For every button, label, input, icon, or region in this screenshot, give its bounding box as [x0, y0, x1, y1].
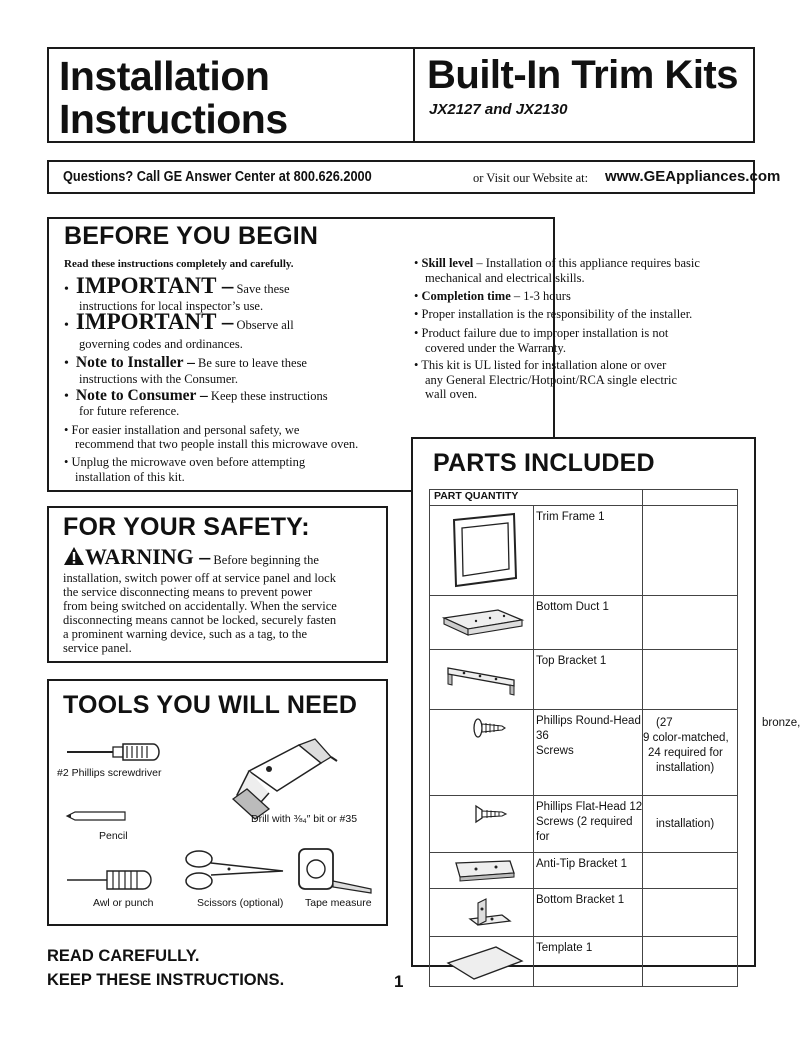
warning-line	[63, 546, 319, 568]
document-title	[59, 55, 288, 141]
title-line-2: Instructions	[59, 96, 288, 142]
safety-title: FOR YOUR SAFETY:	[63, 513, 310, 541]
tape-measure-label: Tape measure	[305, 897, 372, 909]
awl-icon	[65, 869, 161, 891]
screw-note-2: bronze,	[762, 717, 801, 729]
skill-level: • Skill level – Installation of this appliance requires basic	[414, 256, 700, 270]
part-name: Bottom Bracket 1	[534, 889, 643, 937]
note-installer-head: Note to Installer –	[75, 354, 195, 371]
part-name: Anti-Tip Bracket 1	[534, 853, 643, 889]
parts-header: PART QUANTITY	[430, 490, 643, 506]
title-block	[47, 47, 755, 143]
screw-note-5: installation)	[656, 762, 715, 774]
drill-label: Drill with ⅜₄″ bit or #35	[251, 813, 358, 825]
note-consumer-line2: for future reference.	[79, 404, 180, 418]
parts-header-row	[430, 490, 738, 506]
unplug-line-1: Unplug the microwave oven before attempting	[71, 455, 306, 469]
failure-line-1: Product failure due to improper installation is not	[421, 326, 669, 340]
proper-install: • Proper installation is the responsibility of the installer.	[414, 307, 693, 321]
tools-title: TOOLS YOU WILL NEED	[63, 691, 358, 719]
part-image-cell	[430, 710, 534, 796]
part-name: Top Bracket 1	[534, 650, 643, 710]
pencil-label: Pencil	[99, 830, 128, 842]
part-image-cell	[430, 853, 534, 889]
table-row	[430, 650, 738, 710]
skill-line2: mechanical and electrical skills.	[425, 271, 585, 285]
warning-line-7: service panel.	[63, 641, 132, 655]
screwdriver-icon	[65, 739, 165, 763]
scissors-icon	[183, 849, 287, 893]
note-consumer: • Note to Consumer – Keep these instructions	[64, 387, 328, 404]
warning-line-2: installation, switch power off at service panel and lock	[63, 571, 336, 585]
warning-line-5: disconnecting means cannot be locked, securely fasten	[63, 613, 337, 627]
tools-box	[47, 679, 388, 926]
part-image-cell	[430, 937, 534, 987]
ul-line-3: wall oven.	[425, 387, 478, 401]
skill-tail: – Installation of this appliance requires basic	[476, 256, 700, 270]
website-link[interactable]: www.GEAppliances.com	[605, 168, 781, 185]
note-installer-tail: Be sure to leave these	[198, 356, 307, 370]
note-consumer-head: Note to Consumer –	[75, 387, 208, 404]
warning-line-6: a prominent warning device, such as a tag, to the	[63, 627, 308, 641]
part-name	[534, 796, 643, 853]
product-title: Built-In Trim Kits	[427, 53, 738, 97]
title-line-1: Installation	[59, 53, 270, 99]
ul-listed: • This kit is UL listed for installation alone or over	[414, 358, 667, 372]
important-1-tail: Save these	[236, 282, 290, 296]
footer-keep-instructions: KEEP THESE INSTRUCTIONS.	[47, 971, 285, 989]
footer-read-carefully: READ CAREFULLY.	[47, 947, 200, 965]
part-name-line1: Phillips Flat-Head 12	[536, 801, 643, 813]
warning-head: WARNING –	[85, 544, 211, 569]
product-failure: • Product failure due to improper installation is not	[414, 326, 669, 340]
skill-head: Skill level	[421, 256, 474, 270]
tape-measure-icon	[295, 847, 375, 895]
model-numbers: JX2127 and JX2130	[429, 101, 568, 118]
template-icon	[430, 937, 533, 983]
part-blank	[643, 937, 738, 987]
table-row	[430, 853, 738, 889]
part-name-line2: Screws (2 required for	[536, 816, 633, 843]
ul-line-2: any General Electric/Hotpoint/RCA single electric	[425, 373, 678, 387]
part-name-line1: Phillips Round-Head 36	[536, 715, 641, 742]
part-image-cell	[430, 596, 534, 650]
completion-head: Completion time	[421, 289, 511, 303]
flat-screw-note: installation)	[656, 818, 715, 830]
important-1-head: IMPORTANT –	[75, 273, 234, 298]
part-name	[534, 710, 643, 796]
proper-text: Proper installation is the responsibility of the installer.	[421, 307, 693, 321]
unplug-line-2: installation of this kit.	[75, 470, 185, 484]
part-blank	[643, 853, 738, 889]
pencil-icon	[65, 809, 129, 823]
bottom-bracket-icon	[430, 889, 533, 933]
failure-line-2: covered under the Warranty.	[425, 341, 566, 355]
contact-or-visit: or Visit our Website at:	[473, 171, 589, 185]
drill-icon	[229, 731, 339, 823]
important-2: • IMPORTANT – Observe all	[64, 309, 294, 334]
important-2-head: IMPORTANT –	[75, 309, 234, 334]
part-name: Trim Frame 1	[534, 506, 643, 596]
warning-tail: Before beginning the	[213, 553, 319, 567]
part-blank	[643, 889, 738, 937]
easier-line-2: recommend that two people install this microwave oven.	[75, 437, 359, 451]
awl-label: Awl or punch	[93, 897, 154, 909]
table-row	[430, 889, 738, 937]
trim-frame-icon	[430, 506, 533, 592]
before-you-begin-title: BEFORE YOU BEGIN	[64, 222, 319, 250]
screw-note-1: (27	[656, 717, 673, 729]
note-consumer-tail: Keep these instructions	[210, 389, 328, 403]
intro-text: Read these instructions completely and carefully.	[64, 258, 294, 270]
screwdriver-label: #2 Phillips screwdriver	[57, 767, 162, 779]
warning-triangle-icon	[63, 546, 85, 566]
scissors-label: Scissors (optional)	[197, 897, 284, 909]
parts-included-title: PARTS INCLUDED	[433, 449, 655, 477]
warning-line-3: the service disconnecting means to prevent power	[63, 585, 313, 599]
parts-included-box	[411, 437, 756, 967]
unplug-note: • Unplug the microwave oven before attempting	[64, 455, 306, 469]
table-row	[430, 506, 738, 596]
contact-phone: Questions? Call GE Answer Center at 800.626.2000	[63, 169, 372, 185]
flat-head-screw-icon	[430, 796, 533, 836]
title-divider	[413, 49, 415, 141]
note-installer-line2: instructions with the Consumer.	[79, 372, 239, 386]
part-name: Bottom Duct 1	[534, 596, 643, 650]
part-name: Template 1	[534, 937, 643, 987]
completion-time: • Completion time – 1-3 hours	[414, 289, 571, 303]
anti-tip-bracket-icon	[430, 853, 533, 885]
easier-install: • For easier installation and personal safety, we	[64, 423, 300, 437]
important-1-line2: instructions for local inspector’s use.	[79, 299, 264, 313]
parts-header-blank	[643, 490, 738, 506]
part-blank	[643, 506, 738, 596]
warning-line-4: from being switched on accidentally. When the service	[63, 599, 337, 613]
important-2-line2: governing codes and ordinances.	[79, 337, 243, 351]
easier-line-1: For easier installation and personal safety, we	[71, 423, 300, 437]
part-name-line2: Screws	[536, 745, 574, 757]
part-image-cell	[430, 889, 534, 937]
part-image-cell	[430, 506, 534, 596]
round-head-screw-icon	[430, 710, 533, 750]
part-image-cell	[430, 650, 534, 710]
page-number: 1	[394, 972, 404, 991]
table-row	[430, 937, 738, 987]
part-blank	[643, 596, 738, 650]
bottom-duct-icon	[430, 596, 533, 646]
ul-line-1: This kit is UL listed for installation alone or over	[421, 358, 667, 372]
screw-note-4: 24 required for	[648, 747, 723, 759]
screw-note-3: 9 color-matched,	[643, 732, 729, 744]
table-row	[430, 596, 738, 650]
part-blank	[643, 650, 738, 710]
note-installer: • Note to Installer – Be sure to leave these	[64, 354, 307, 371]
completion-tail: – 1-3 hours	[513, 289, 571, 303]
part-image-cell	[430, 796, 534, 853]
important-1: • IMPORTANT – Save these	[64, 273, 290, 298]
important-2-tail: Observe all	[236, 318, 294, 332]
contact-bar	[47, 160, 781, 194]
top-bracket-icon	[430, 650, 533, 706]
